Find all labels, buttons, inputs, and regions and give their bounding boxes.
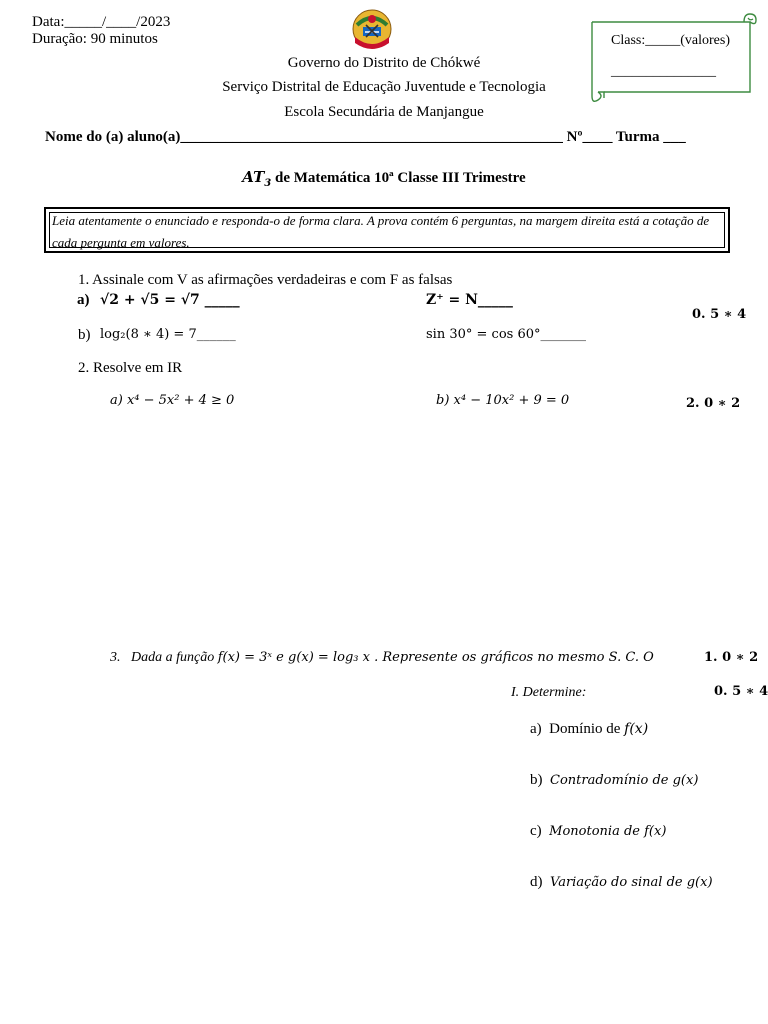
date-field: Data:_____/____/2023 bbox=[32, 14, 171, 30]
q3-item-d-label: d) bbox=[530, 874, 543, 890]
q3-item-a bbox=[530, 721, 648, 738]
test-title bbox=[0, 168, 768, 189]
q1-b2-expr: sin 30° = cos 60°_______ bbox=[426, 327, 586, 342]
q3-item-c-math: Monotonia de f(x) bbox=[549, 824, 667, 839]
q1-b-label: b) bbox=[78, 327, 91, 343]
q3-item-b-label: b) bbox=[530, 772, 543, 788]
q3-item-d-math: Variação do sinal de g(x) bbox=[550, 875, 713, 890]
class-score-line: _______________ bbox=[611, 64, 716, 79]
test-title-sub: 3 bbox=[264, 178, 272, 189]
q3-item-b-math: Contradomínio de g(x) bbox=[550, 773, 699, 788]
duration-text: Duração: 90 minutos bbox=[32, 31, 158, 47]
test-title-rest: de Matemática 10ª Classe III Trimestre bbox=[271, 170, 526, 186]
q3-determine-score: 0. 5 ∗ 4 bbox=[714, 684, 768, 699]
q3-item-a-math: f(x) bbox=[624, 721, 649, 737]
q1-score: 0. 5 ∗ 4 bbox=[692, 307, 747, 322]
class-score-label: Class:_____(valores) bbox=[611, 33, 730, 48]
q3-item-c-label: c) bbox=[530, 823, 542, 839]
q3-item-c bbox=[530, 823, 666, 840]
q1-b-expr: log₂(8 ∗ 4) = 7______ bbox=[100, 327, 236, 342]
q3-item-a-text: Domínio de bbox=[549, 721, 625, 737]
instructions-box bbox=[44, 207, 730, 253]
q1-a-expr: √2 + √5 = √7 _____ bbox=[100, 292, 240, 308]
q3-determine: I. Determine: bbox=[511, 685, 587, 700]
service-heading: Serviço Distrital de Educação Juventude e Tecnologia bbox=[222, 79, 546, 95]
school-heading: Escola Secundária de Manjangue bbox=[284, 104, 484, 120]
q2-score: 2. 0 ∗ 2 bbox=[686, 396, 741, 411]
government-heading: Governo do Distrito de Chókwé bbox=[287, 55, 481, 71]
q3-item-d bbox=[530, 874, 713, 891]
test-title-at: AT bbox=[242, 168, 265, 186]
q1-a-label: a) bbox=[77, 292, 90, 308]
q2-text: 2. Resolve em IR bbox=[78, 360, 183, 376]
instructions-text: Leia atentamente o enunciado e responda-o de forma clara. A prova contém 6 perguntas, na margem direita está a cotação de cada pergunta em valores. bbox=[52, 213, 710, 250]
q1-a2-expr: Z⁺ = N_____ bbox=[426, 292, 513, 308]
q3-score: 1. 0 ∗ 2 bbox=[704, 650, 759, 665]
q3-line bbox=[110, 650, 654, 666]
q3-text: Dada a função bbox=[131, 650, 218, 665]
q3-number: 3. bbox=[110, 650, 121, 665]
q1-text: 1. Assinale com V as afirmações verdadeiras e com F as falsas bbox=[78, 272, 453, 288]
q2-a-expr: a) x⁴ − 5x² + 4 ≥ 0 bbox=[110, 393, 235, 408]
mozambique-emblem-icon bbox=[349, 7, 395, 53]
q2-b-expr: b) x⁴ − 10x² + 9 = 0 bbox=[436, 393, 570, 408]
student-name-line: Nome do (a) aluno(a)___________________________________________________ Nº____ Turma ___ bbox=[45, 129, 686, 145]
q3-item-b bbox=[530, 772, 698, 789]
q3-expr: f(x) = 3ˣ e g(x) = log₃ x . Represente os gráficos no mesmo S. C. O bbox=[217, 650, 654, 665]
q3-item-a-label: a) bbox=[530, 721, 542, 737]
